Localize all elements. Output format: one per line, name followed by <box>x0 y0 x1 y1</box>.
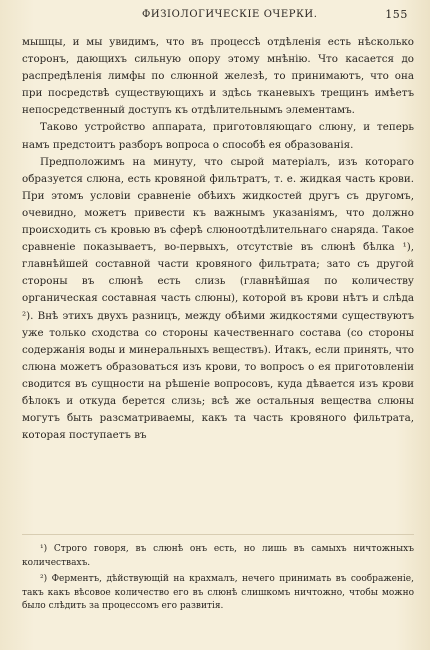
footnote-text: Строго говоря, въ слюнѣ онъ есть, но лишь въ самыхъ ничтожныхъ количествахъ. <box>22 544 414 568</box>
footnote-2 <box>22 573 414 614</box>
footnote-marker: ¹) <box>40 544 48 554</box>
page-number: 155 <box>385 8 408 21</box>
footnote-1 <box>22 543 414 570</box>
running-head: ФИЗІОЛОГИЧЕСКІЕ ОЧЕРКИ. <box>142 9 318 20</box>
paragraph-saliva-formation: Предположимъ на минуту, что сырой матеріалъ, изъ котораго образуется слюна, есть кровяной фильтратъ, т. е. жидкая часть крови. При этомъ условіи сравненіе обѣихъ жидкостей другъ съ другомъ, очевидно, можетъ привести къ важнымъ указаніямъ, что должно происходить съ кровью въ сферѣ слюноотдѣлительнаго снаряда. Такое сравненіе показываетъ, во-первыхъ, отсутствіе въ слюнѣ бѣлка ¹), главнѣйшей составной части кровяного фильтрата; зато съ другой стороны въ слюнѣ есть слизь (главнѣйшая по количеству органическая составная часть слюны), которой въ крови нѣтъ и слѣда ²). Внѣ этихъ двухъ разницъ, между обѣими жидкостями существуютъ уже только сходства со стороны качественнаго состава (со стороны содержанія воды и минеральныхъ веществъ). Итакъ, если принять, что слюна можетъ образоваться изъ крови, то вопросъ о ея приготовленіи сводится въ сущности на рѣшеніе вопросовъ, куда дѣвается изъ крови бѣлокъ и откуда берется слизь; всѣ же остальныя вещества слюны могутъ быть разсматриваемы, какъ та часть кровяного фильтрата, которая поступаетъ въ <box>22 155 414 442</box>
footnotes <box>22 543 414 617</box>
body-text <box>22 34 414 444</box>
paragraph-apparatus: Таково устройство аппарата, приготовляющаго слюну, и теперь намъ предстоитъ разборъ вопроса о способѣ ея образованія. <box>22 121 414 151</box>
footnote-text: Ферментъ, дѣйствующій на крахмалъ, нечего принимать въ соображеніе, такъ какъ вѣсовое количество его въ слюнѣ слишкомъ ничтожно, чтобы можно было слѣдить за процессомъ его развитія. <box>22 574 414 612</box>
page-header <box>22 9 408 23</box>
footnote-marker: ²) <box>40 574 48 585</box>
footnote-separator <box>22 534 414 535</box>
paragraph-continuation: мышцы, и мы увидимъ, что въ процессѣ отдѣленія есть нѣсколько сторонъ, дающихъ сильную опору этому мнѣнію. Что касается до распредѣленія лимфы по слюнной железѣ, то принимаютъ, что она при посредствѣ существующихъ и здѣсь тканевыхъ трещинъ имѣетъ непосредственный доступъ къ отдѣлительнымъ элементамъ. <box>22 36 414 117</box>
